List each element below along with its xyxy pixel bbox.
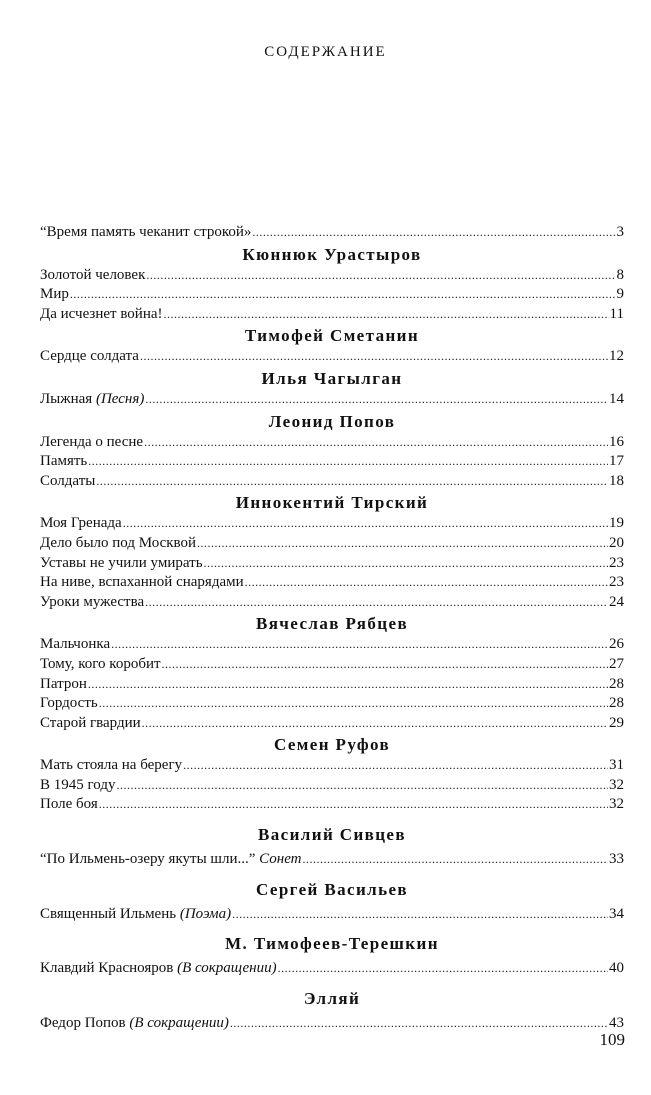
entry-title [40, 514, 122, 534]
entry-title [40, 305, 163, 325]
entry-title-text: В 1945 году [40, 776, 116, 793]
author-group [40, 733, 624, 815]
author-group [40, 491, 624, 612]
entry-page: 40 [609, 960, 624, 977]
entry-title [40, 390, 144, 410]
toc-entry [40, 452, 624, 472]
page-title: СОДЕРЖАНИЕ [264, 44, 387, 60]
entry-title-text: Легенда о песне [40, 433, 144, 450]
entry-page: 23 [609, 554, 624, 571]
entry-page: 29 [609, 714, 624, 731]
entry-title-text: Лыжная [40, 390, 96, 407]
dot-leader [183, 756, 608, 776]
dot-leader [145, 593, 608, 613]
entry-title-text: Федор Попов [40, 1014, 130, 1031]
author-heading: Илья Чагылган [261, 368, 403, 388]
author-heading: Тимофей Сметанин [244, 326, 420, 346]
page-number: 109 [599, 1030, 625, 1049]
dot-leader [142, 714, 608, 734]
toc-entry [40, 756, 624, 776]
dot-leader [96, 472, 608, 492]
entry-title [40, 285, 69, 305]
dot-leader [111, 635, 608, 655]
entry-note: (Поэма) [179, 905, 232, 922]
author-heading: Василий Сивцев [258, 825, 406, 845]
entry-note: (Песня) [95, 390, 145, 407]
entry-title [40, 675, 87, 695]
entry-page: 31 [609, 757, 624, 774]
entry-note: (В сокращении) [177, 960, 277, 977]
entry-page: 27 [609, 655, 624, 672]
author-group [40, 612, 624, 733]
entry-title-text: Уроки мужества [40, 593, 145, 610]
toc-entry [40, 655, 624, 675]
author-heading: Иннокентий Тирский [235, 493, 429, 513]
toc-entry [40, 266, 624, 286]
author-group [40, 367, 624, 410]
entry-page: 43 [609, 1014, 624, 1031]
toc-entry [40, 795, 624, 815]
entry-page: 32 [609, 796, 624, 813]
toc-entry [40, 347, 624, 367]
entry-page: 24 [609, 593, 624, 610]
dot-leader [140, 347, 608, 367]
author-groups [40, 243, 624, 1034]
author-heading: Леонид Попов [268, 411, 396, 431]
toc-entry [40, 959, 624, 979]
entry-page: 3 [616, 224, 624, 240]
dot-leader [88, 675, 608, 695]
entry-title-text: Гордость [40, 695, 98, 712]
dot-leader [99, 694, 608, 714]
author-group [40, 823, 624, 870]
toc-entry [40, 850, 624, 870]
entry-title-text: Священный Ильмень [40, 905, 180, 922]
entry-page: 23 [609, 574, 624, 591]
dot-leader [197, 534, 608, 554]
author-group [40, 987, 624, 1034]
toc-entry [40, 1014, 624, 1034]
entry-title [40, 850, 301, 870]
entry-page: 11 [609, 305, 624, 322]
toc-entry [40, 472, 624, 492]
entry-page: 34 [609, 905, 624, 922]
dot-leader [88, 452, 608, 472]
entry-title-text: Золотой человек [40, 266, 146, 283]
entry-title-text: Солдаты [40, 472, 96, 489]
dot-leader [99, 795, 608, 815]
toc-entry [40, 694, 624, 714]
toc-entry [40, 554, 624, 574]
toc-entry [40, 390, 624, 410]
entry-title [40, 593, 144, 613]
toc-entry [40, 305, 624, 325]
entry-page: 17 [609, 453, 624, 470]
entry-title [40, 347, 139, 367]
entry-title [40, 452, 87, 472]
entry-title-text: Мир [40, 286, 69, 303]
toc-entry [40, 573, 624, 593]
dot-leader [278, 959, 608, 979]
toc-entry [40, 905, 624, 925]
author-heading: Вячеслав Рябцев [255, 614, 409, 634]
entry-title-text: Мальчонка [40, 636, 111, 653]
author-heading: Элляй [303, 988, 361, 1008]
author-heading: М. Тимофеев-Терешкин [225, 934, 439, 954]
dot-leader [116, 776, 608, 796]
entry-title [40, 635, 110, 655]
entry-note: (В сокращении) [129, 1014, 229, 1031]
entry-page: 18 [609, 472, 624, 489]
entry-title [40, 694, 98, 714]
table-of-contents [40, 223, 624, 1033]
entry-title-text: “По Ильмень-озеру якуты шли...” [40, 851, 260, 868]
entry-page: 9 [616, 286, 624, 303]
entry-title-text: Патрон [40, 675, 87, 692]
dot-leader [123, 514, 608, 534]
toc-entry [40, 593, 624, 613]
author-heading: Кюннюк Урастыров [242, 244, 422, 264]
entry-title [40, 266, 145, 286]
entry-title-text: Память [40, 453, 88, 470]
entry-title: “Время память чеканит строкой» [40, 224, 252, 240]
dot-leader [162, 655, 608, 675]
entry-title [40, 795, 98, 815]
author-group [40, 878, 624, 925]
dot-leader [164, 305, 609, 325]
entry-title [40, 905, 231, 925]
entry-page: 20 [609, 534, 624, 551]
entry-page: 19 [609, 515, 624, 532]
toc-entry [40, 514, 624, 534]
dot-leader [302, 850, 608, 870]
entry-page: 32 [609, 776, 624, 793]
entry-title [40, 554, 203, 574]
entry-title [40, 1014, 229, 1034]
entry-title [40, 714, 141, 734]
entry-title-text: Клавдий Краснояров [40, 960, 178, 977]
author-group [40, 410, 624, 492]
dot-leader [232, 905, 608, 925]
toc-entry [40, 635, 624, 655]
toc-entry-intro [40, 223, 624, 243]
author-group [40, 324, 624, 367]
dot-leader [245, 573, 608, 593]
entry-note: Сонет [259, 851, 302, 868]
dot-leader [145, 390, 608, 410]
entry-title [40, 472, 95, 492]
dot-leader [70, 285, 616, 305]
toc-entry [40, 776, 624, 796]
entry-title [40, 756, 182, 776]
entry-title-text: Сердце солдата [40, 348, 139, 365]
dot-leader [230, 1014, 608, 1034]
author-heading: Семен Руфов [273, 735, 391, 755]
entry-title-text: Уставы не учили умирать [40, 554, 203, 571]
toc-entry [40, 285, 624, 305]
entry-title [40, 433, 143, 453]
entry-page: 16 [609, 433, 624, 450]
entry-title-text: Тому, кого коробит [40, 655, 161, 672]
author-heading: Сергей Васильев [255, 879, 408, 899]
entry-title [40, 534, 196, 554]
toc-entry [40, 433, 624, 453]
author-group [40, 243, 624, 325]
entry-title [40, 776, 115, 796]
entry-page: 14 [609, 390, 624, 407]
toc-entry [40, 675, 624, 695]
dot-leader [204, 554, 608, 574]
dot-leader [146, 266, 615, 286]
entry-title [40, 655, 161, 675]
author-group [40, 932, 624, 979]
entry-title-text: Дело было под Москвой [40, 534, 197, 551]
entry-page: 8 [616, 266, 624, 283]
dot-leader [252, 223, 615, 243]
entry-title-text: На ниве, вспаханной снарядами [40, 574, 244, 591]
entry-title [40, 959, 277, 979]
entry-page: 26 [609, 636, 624, 653]
entry-page: 28 [609, 675, 624, 692]
entry-page: 12 [609, 348, 624, 365]
entry-title-text: Да исчезнет война! [40, 305, 163, 322]
dot-leader [144, 433, 608, 453]
entry-title-text: Мать стояла на берегу [40, 757, 183, 774]
toc-entry [40, 714, 624, 734]
entry-title-text: Моя Гренада [40, 515, 122, 532]
entry-title [40, 573, 244, 593]
entry-title-text: Поле боя [40, 796, 98, 813]
entry-title-text: Старой гвардии [40, 714, 141, 731]
entry-page: 33 [609, 851, 624, 868]
toc-entry [40, 534, 624, 554]
entry-page: 28 [609, 695, 624, 712]
